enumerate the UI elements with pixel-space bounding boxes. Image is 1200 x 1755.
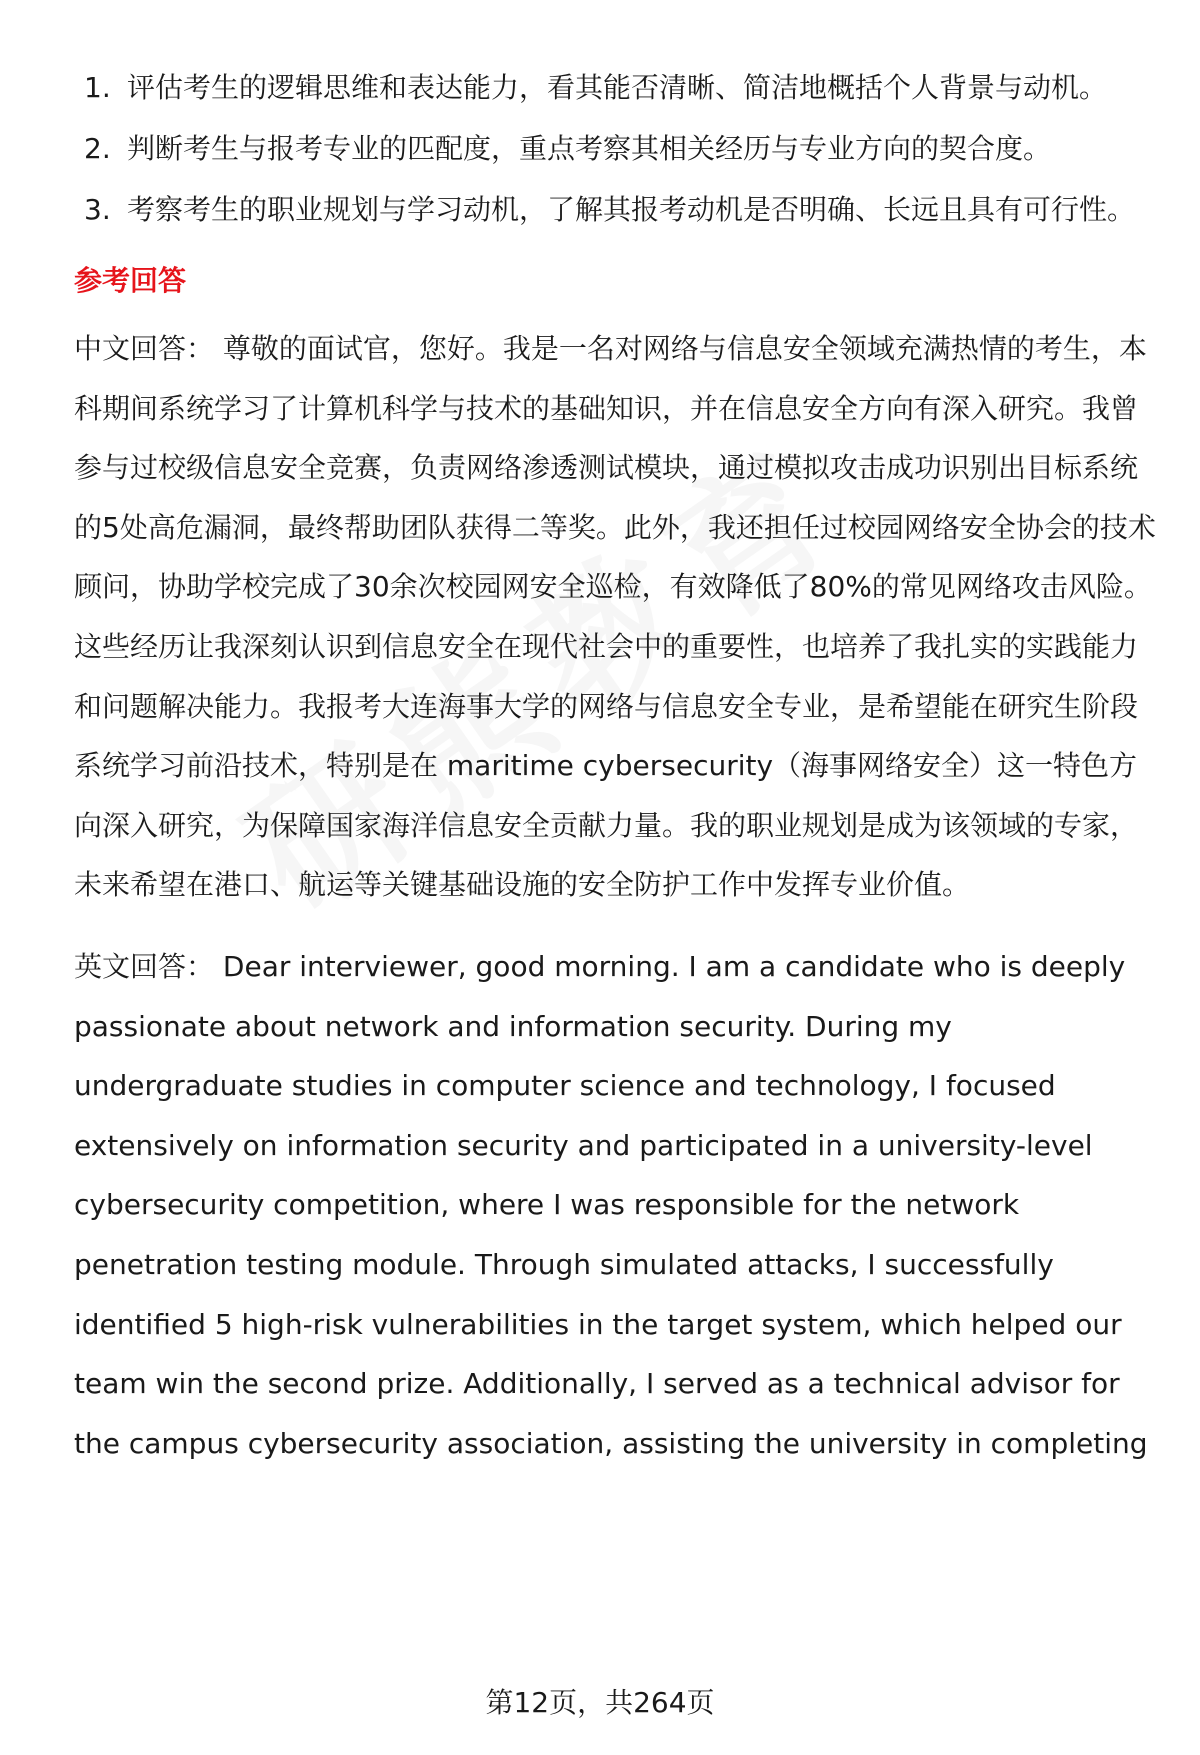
reference-answer-heading: 参考回答: [74, 264, 187, 297]
chinese-answer-text: 尊敬的面试官，您好。我是一名对网络与信息安全领域充满热情的考生，本科期间系统学习了计算机科学与技术的基础知识，并在信息安全方向有深入研究。我曾参与过校级信息安全竞赛，负责网络渗透测试模块，通过模拟攻击成功识别出目标系统的5处高危漏洞，最终帮助团队获得二等奖。此外，我还担任过校园网络安全协会的技术顾问，协助学校完成了30余次校园网安全巡检，有效降低了80%的常见网络攻击风险。这些经历让我深刻认识到信息安全在现代社会中的重要性，也培养了我扎实的实践能力和问题解决能力。我报考大连海事大学的网络与信息安全专业，是希望能在研究生阶段系统学习前沿技术，特别是在 maritime cybersecurity（海事网络安全）这一特色方向深入研究，为保障国家海洋信息安全贡献力量。我的职业规划是成为该领域的专家，未来希望在港口、航运等关键基础设施的安全防护工作中发挥专业价值。: [74, 332, 1156, 902]
english-answer-paragraph: [74, 937, 1160, 1473]
english-answer-label: 英文回答：: [74, 949, 215, 983]
chinese-answer-paragraph: [74, 319, 1160, 915]
list-item-text: 考察考生的职业规划与学习动机，了解其报考动机是否明确、长远且具有可行性。: [127, 193, 1136, 226]
list-item-text: 判断考生与报考专业的匹配度，重点考察其相关经历与专业方向的契合度。: [127, 132, 1052, 165]
list-item: [74, 180, 1160, 239]
english-answer-text: Dear interviewer, good morning. I am a candidate who is deeply passionate about network and information security. During my undergraduate studies in computer science and technology, I focused extensively on information security and participated in a university-level cybersecurity competition, where I was responsible for the network penetration testing module. Through simulated attacks, I successfully identified 5 high-risk vulnerabilities in the target system, which helped our team win the second prize. Additionally, I served as a technical advisor for the campus cybersecurity association, assisting the university in completing: [74, 949, 1148, 1460]
list-item-number: 1.: [84, 71, 111, 104]
document-page: [74, 58, 1160, 1473]
list-item-text: 评估考生的逻辑思维和表达能力，看其能否清晰、简洁地概括个人背景与动机。: [127, 71, 1108, 104]
list-item: [74, 58, 1160, 117]
list-item-number: 3.: [84, 193, 111, 226]
chinese-answer-label: 中文回答：: [74, 332, 215, 365]
page-number-footer: 第12页，共264页: [485, 1686, 715, 1719]
list-item-number: 2.: [84, 132, 111, 165]
evaluation-criteria-list: [74, 58, 1160, 239]
list-item: [74, 119, 1160, 178]
